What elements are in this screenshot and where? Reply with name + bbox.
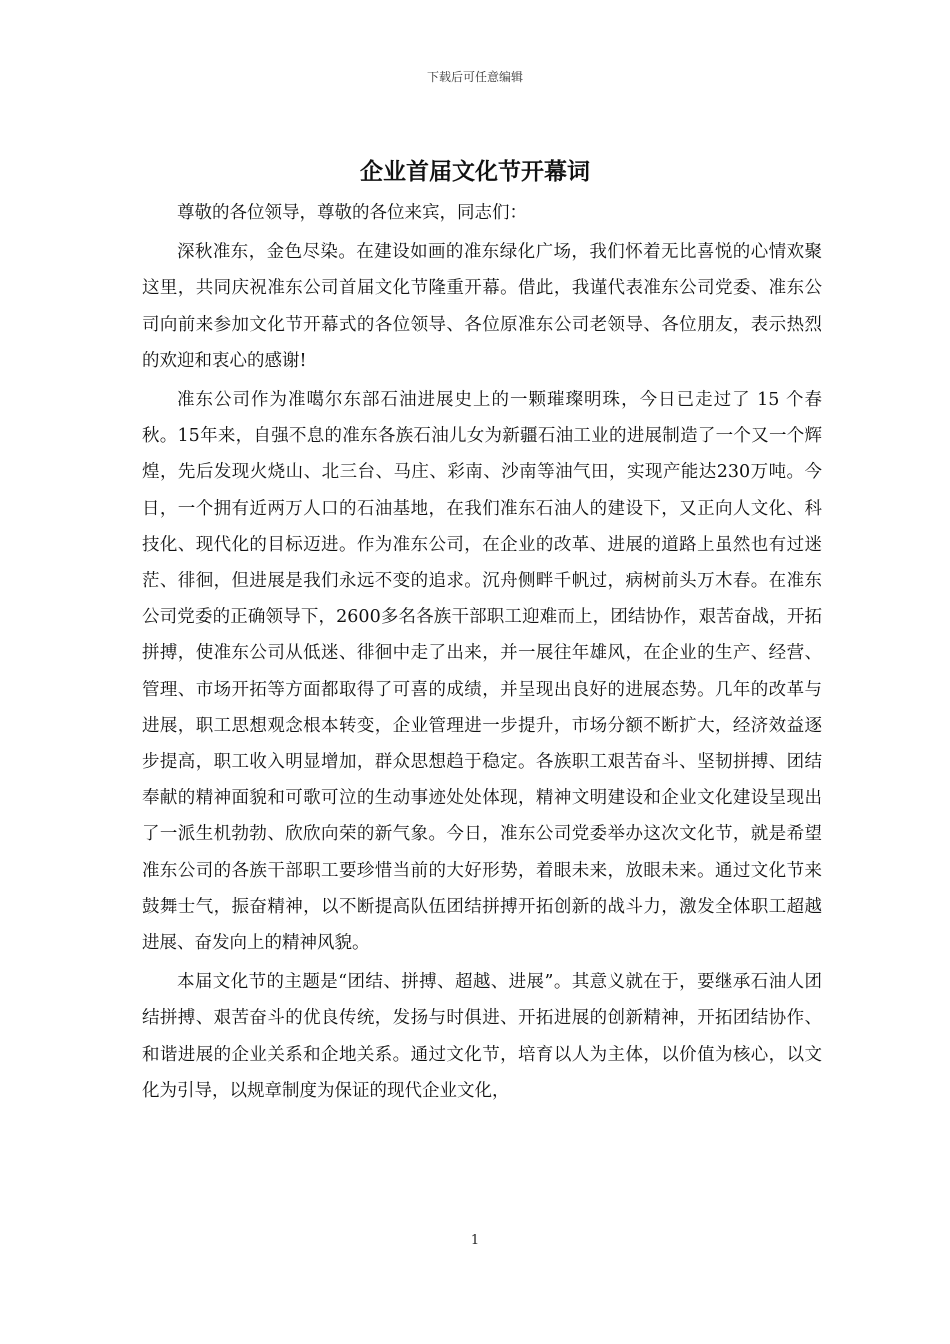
body-paragraph: 深秋准东，金色尽染。在建设如画的准东绿化广场，我们怀着无比喜悦的心情欢聚这里，共同庆祝准东公司首届文化节隆重开幕。借此，我谨代表准东公司党委、准东公司向前来参加文化节开幕式的各位领导、各位原准东公司老领导、各位朋友，表示热烈的欢迎和衷心的感谢! [142, 242, 822, 371]
page-number: 1 [470, 1233, 480, 1248]
header-note: 下载后可任意编辑 [426, 70, 523, 84]
document-body [142, 195, 822, 1112]
salutation-paragraph: 尊敬的各位领导，尊敬的各位来宾，同志们： [177, 203, 527, 223]
body-paragraph: 本届文化节的主题是“团结、拼搏、超越、进展”。其意义就在于，要继承石油人团结拼搏、艰苦奋斗的优良传统，发扬与时俱进、开拓进展的创新精神，开拓团结协作、和谐进展的企业关系和企地关系。通过文化节，培育以人为主体，以价值为核心，以文化为引导，以规章制度为保证的现代企业文化， [142, 972, 822, 1101]
document-title: 企业首届文化节开幕词 [360, 158, 590, 185]
body-paragraph: 准东公司作为准噶尔东部石油进展史上的一颗璀璨明珠，今日已走过了 15 个春秋。15年来，自强不息的准东各族石油儿女为新疆石油工业的进展制造了一个又一个辉煌，先后发现火烧山、北三台、马庄、彩南、沙南等油气田，实现产能达230万吨。今日，一个拥有近两万人口的石油基地，在我们准东石油人的建设下，又正向人文化、科技化、现代化的目标迈进。作为准东公司，在企业的改革、进展的道路上虽然也有过迷茫、徘徊，但进展是我们永远不变的追求。沉舟侧畔千帆过，病树前头万木春。在准东公司党委的正确领导下，2600多名各族干部职工迎难而上，团结协作，艰苦奋战，开拓拼搏，使准东公司从低迷、徘徊中走了出来，并一展往年雄风，在企业的生产、经营、管理、市场开拓等方面都取得了可喜的成绩，并呈现出良好的进展态势。几年的改革与进展，职工思想观念根本转变，企业管理进一步提升，市场分额不断扩大，经济效益逐步提高，职工收入明显增加，群众思想趋于稳定。各族职工艰苦奋斗、坚韧拼搏、团结奉献的精神面貌和可歌可泣的生动事迹处处体现，精神文明建设和企业文化建设呈现出了一派生机勃勃、欣欣向荣的新气象。今日，准东公司党委举办这次文化节，就是希望准东公司的各族干部职工要珍惜当前的大好形势，着眼未来，放眼未来。通过文化节来鼓舞士气，振奋精神，以不断提高队伍团结拼搏开拓创新的战斗力，激发全体职工超越进展、奋发向上的精神风貌。 [142, 390, 822, 954]
